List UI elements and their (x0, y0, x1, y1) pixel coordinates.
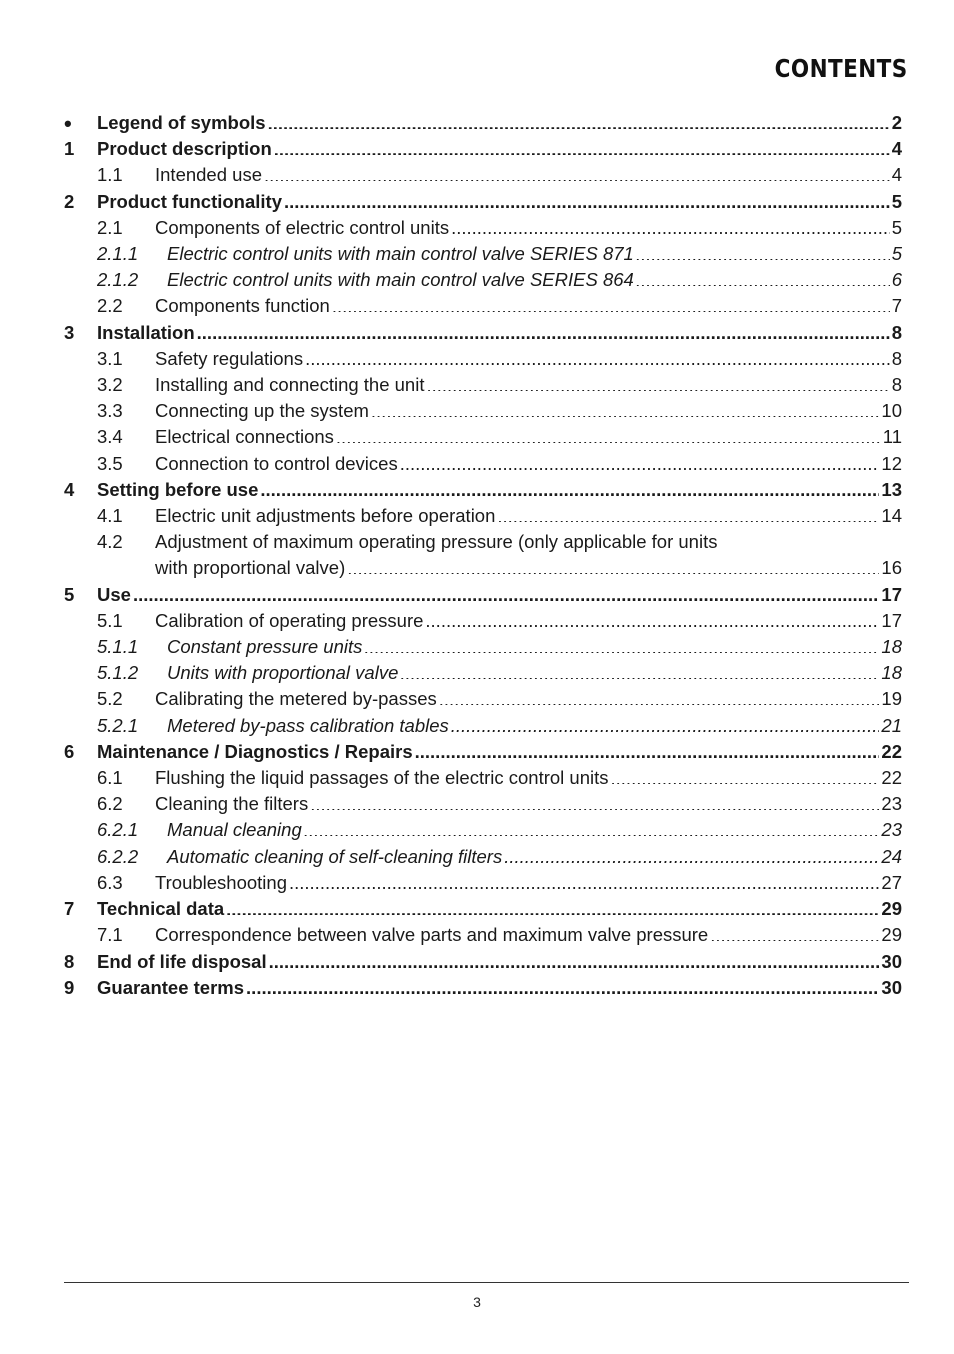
toc-entry-label: Correspondence between valve parts and maximum valve pressure (155, 924, 709, 946)
toc-entry[interactable] (64, 503, 902, 529)
toc-leader-dots (310, 792, 879, 811)
toc-entry-label: Connecting up the system (155, 400, 369, 422)
toc-entry[interactable] (64, 713, 902, 739)
toc-entry-label: Troubleshooting (155, 871, 287, 893)
toc-entry-number: 3.4 (97, 426, 123, 448)
toc-leader-dots (400, 661, 879, 680)
toc-leader-dots (497, 504, 879, 523)
toc-entry-number: 4 (64, 478, 75, 500)
toc-entry-number: 3.2 (97, 374, 123, 396)
toc-entry[interactable] (64, 817, 902, 843)
toc-entry[interactable] (64, 608, 902, 634)
toc-entry-page: 5 (891, 243, 902, 265)
toc-entry-number: 5 (64, 583, 75, 605)
toc-entry-number: • (64, 111, 72, 136)
toc-entry-label: Manual cleaning (167, 819, 302, 841)
toc-leader-dots (611, 766, 880, 785)
toc-entry-continuation[interactable] (64, 555, 902, 581)
toc-leader-dots (347, 556, 879, 575)
toc-entry-label: Automatic cleaning of self-cleaning filters (167, 845, 503, 867)
toc-entry-number: 2.1.2 (97, 269, 139, 291)
toc-entry-label: Installing and connecting the unit (155, 374, 425, 396)
toc-entry-label: Safety regulations (155, 347, 304, 369)
toc-entry[interactable] (64, 110, 902, 136)
toc-entry-label: Installation (97, 321, 195, 343)
toc-entry-page: 29 (881, 898, 902, 920)
toc-entry-page: 17 (881, 583, 902, 605)
toc-entry-number: 6.1 (97, 767, 123, 789)
toc-leader-dots (289, 870, 879, 889)
toc-leader-dots (371, 399, 880, 418)
toc-leader-dots (710, 923, 879, 942)
toc-entry[interactable] (64, 372, 902, 398)
toc-entry-label: Electric control units with main control valve SERIES 864 (167, 269, 634, 291)
toc-entry-number: 5.2 (97, 688, 123, 710)
toc-entry-label: Components of electric control units (155, 216, 450, 238)
toc-entry-number: 9 (64, 976, 75, 998)
toc-entry-number: 7.1 (97, 924, 123, 946)
toc-entry-page: 23 (881, 819, 902, 841)
toc-leader-dots (636, 242, 890, 261)
toc-leader-dots (336, 425, 881, 444)
toc-leader-dots (439, 687, 880, 706)
toc-leader-dots (451, 215, 890, 234)
toc-entry-page: 11 (882, 426, 902, 448)
toc-entry-number: 2.1.1 (97, 243, 139, 265)
toc-entry-number: 3.3 (97, 400, 123, 422)
toc-entry[interactable] (64, 844, 902, 870)
toc-entry-page: 17 (881, 609, 902, 631)
toc-leader-dots (400, 451, 880, 470)
toc-entry-number: 5.1.1 (97, 636, 139, 658)
toc-entry-label: Legend of symbols (97, 112, 266, 133)
toc-leader-dots (264, 163, 890, 182)
toc-leader-dots (246, 975, 879, 994)
toc-leader-dots (197, 320, 890, 339)
toc-entry-label: with proportional valve) (155, 557, 346, 579)
toc-entry[interactable] (64, 739, 902, 765)
toc-leader-dots (305, 346, 890, 365)
toc-entry-page: 18 (881, 636, 902, 658)
toc-entry-number: 3.5 (97, 452, 123, 474)
toc-entry-page: 5 (891, 216, 902, 238)
toc-entry-page: 5 (891, 190, 902, 212)
toc-entry-label: Electric control units with main control valve SERIES 871 (167, 243, 634, 265)
toc-entry-page: 18 (881, 662, 902, 684)
toc-leader-dots (260, 477, 879, 496)
toc-entry-label: Technical data (97, 898, 225, 920)
toc-entry-page: 22 (881, 740, 902, 762)
toc-entry[interactable] (64, 582, 902, 608)
toc-entry-page: 30 (881, 976, 902, 998)
toc-entry-page: 30 (881, 950, 902, 972)
toc-entry-page: 27 (881, 871, 902, 893)
toc-entry[interactable] (64, 241, 902, 267)
toc-entry-number: 4.2 (97, 531, 123, 553)
toc-leader-dots (133, 582, 879, 601)
toc-entry-page: 21 (881, 714, 902, 736)
toc-leader-dots (364, 635, 879, 654)
toc-entry[interactable] (64, 424, 902, 450)
toc-entry-number: 6.3 (97, 871, 123, 893)
toc-entry[interactable] (64, 529, 902, 555)
toc-entry-label: Product functionality (97, 190, 282, 212)
toc-entry-page: 4 (891, 138, 902, 160)
toc-leader-dots (226, 897, 879, 916)
toc-entry-page: 22 (881, 767, 902, 789)
toc-entry-number: 5.1 (97, 609, 123, 631)
toc-entry-label: Electrical connections (155, 426, 334, 448)
toc-entry[interactable] (64, 922, 902, 948)
toc-entry-number: 1.1 (97, 164, 123, 186)
toc-entry-label: Setting before use (97, 478, 259, 500)
toc-entry-label: Product description (97, 138, 272, 160)
toc-entry[interactable] (64, 189, 902, 215)
toc-entry-number: 3.1 (97, 347, 123, 369)
toc-entry-number: 8 (64, 950, 75, 972)
toc-leader-dots (415, 739, 880, 758)
toc-entry[interactable] (64, 320, 902, 346)
toc-entry[interactable] (64, 346, 902, 372)
toc-entry[interactable] (64, 162, 902, 188)
toc-entry-number: 5.2.1 (97, 714, 139, 736)
toc-leader-dots (268, 111, 890, 130)
toc-entry-page: 6 (891, 269, 902, 291)
toc-entry[interactable] (64, 791, 902, 817)
toc-leader-dots (332, 294, 890, 313)
toc-entry-page: 24 (881, 845, 902, 867)
toc-entry-page: 8 (891, 374, 902, 396)
toc-entry[interactable] (64, 975, 902, 1001)
toc-entry-label: Adjustment of maximum operating pressure (only applicable for units (155, 531, 718, 553)
toc-entry[interactable] (64, 686, 902, 712)
toc-leader-dots (426, 373, 889, 392)
toc-entry-number: 4.1 (97, 505, 123, 527)
toc-entry-page: 4 (891, 164, 902, 186)
toc-entry[interactable] (64, 215, 902, 241)
toc-entry-number: 7 (64, 898, 75, 920)
toc-entry-page: 29 (881, 924, 902, 946)
toc-leader-dots (504, 844, 879, 863)
toc-entry[interactable] (64, 949, 902, 975)
toc-leader-dots (274, 137, 890, 156)
table-of-contents (64, 110, 902, 1001)
toc-entry-number: 2.1 (97, 216, 123, 238)
toc-entry-number: 6 (64, 740, 75, 762)
toc-entry-number: 3 (64, 321, 75, 343)
toc-entry-page: 8 (891, 321, 902, 343)
page-number: 3 (473, 1294, 481, 1310)
toc-entry[interactable] (64, 267, 902, 293)
toc-entry-label: Maintenance / Diagnostics / Repairs (97, 740, 413, 762)
toc-entry[interactable] (64, 660, 902, 686)
toc-entry-page: 14 (881, 505, 902, 527)
toc-entry-page: 23 (881, 793, 902, 815)
toc-entry-page: 12 (881, 452, 902, 474)
toc-entry-number: 2 (64, 190, 75, 212)
toc-entry-label: Calibration of operating pressure (155, 609, 424, 631)
toc-entry[interactable] (64, 451, 902, 477)
page-title: CONTENTS (775, 54, 908, 83)
toc-entry-number: 5.1.2 (97, 662, 139, 684)
toc-entry-label: Calibrating the metered by-passes (155, 688, 437, 710)
toc-entry-label: Intended use (155, 164, 262, 186)
toc-entry-page: 7 (891, 295, 902, 317)
toc-leader-dots (304, 818, 880, 837)
toc-leader-dots (425, 608, 879, 627)
toc-entry-label: Cleaning the filters (155, 793, 309, 815)
toc-entry-page: 8 (891, 347, 902, 369)
toc-entry-label: Constant pressure units (167, 636, 363, 658)
toc-leader-dots (284, 189, 890, 208)
toc-entry-label: Components function (155, 295, 330, 317)
toc-entry-label: Connection to control devices (155, 452, 398, 474)
footer-divider (64, 1282, 909, 1283)
toc-entry-label: Guarantee terms (97, 976, 245, 998)
toc-entry-label: Use (97, 583, 131, 605)
toc-entry[interactable] (64, 870, 902, 896)
toc-entry[interactable] (64, 477, 902, 503)
toc-entry-page: 13 (881, 478, 902, 500)
toc-entry-label: End of life disposal (97, 950, 267, 972)
toc-entry-page: 16 (881, 557, 902, 579)
toc-entry-label: Units with proportional valve (167, 662, 399, 684)
toc-entry-label: Flushing the liquid passages of the electric control units (155, 767, 609, 789)
toc-leader-dots (636, 268, 890, 287)
toc-entry-number: 1 (64, 138, 75, 160)
toc-entry[interactable] (64, 293, 902, 319)
toc-entry-page: 2 (891, 112, 902, 133)
toc-entry-number: 6.2 (97, 793, 123, 815)
toc-leader-dots (269, 949, 880, 968)
toc-entry[interactable] (64, 896, 902, 922)
toc-entry-number: 2.2 (97, 295, 123, 317)
toc-entry-label: Electric unit adjustments before operation (155, 505, 496, 527)
toc-entry[interactable] (64, 765, 902, 791)
toc-entry[interactable] (64, 136, 902, 162)
toc-entry-number: 6.2.1 (97, 819, 139, 841)
toc-leader-dots (451, 713, 880, 732)
toc-entry-number: 6.2.2 (97, 845, 139, 867)
toc-entry[interactable] (64, 398, 902, 424)
toc-entry-label: Metered by-pass calibration tables (167, 714, 449, 736)
toc-entry-page: 19 (881, 688, 902, 710)
toc-entry-page: 10 (881, 400, 902, 422)
toc-entry[interactable] (64, 634, 902, 660)
